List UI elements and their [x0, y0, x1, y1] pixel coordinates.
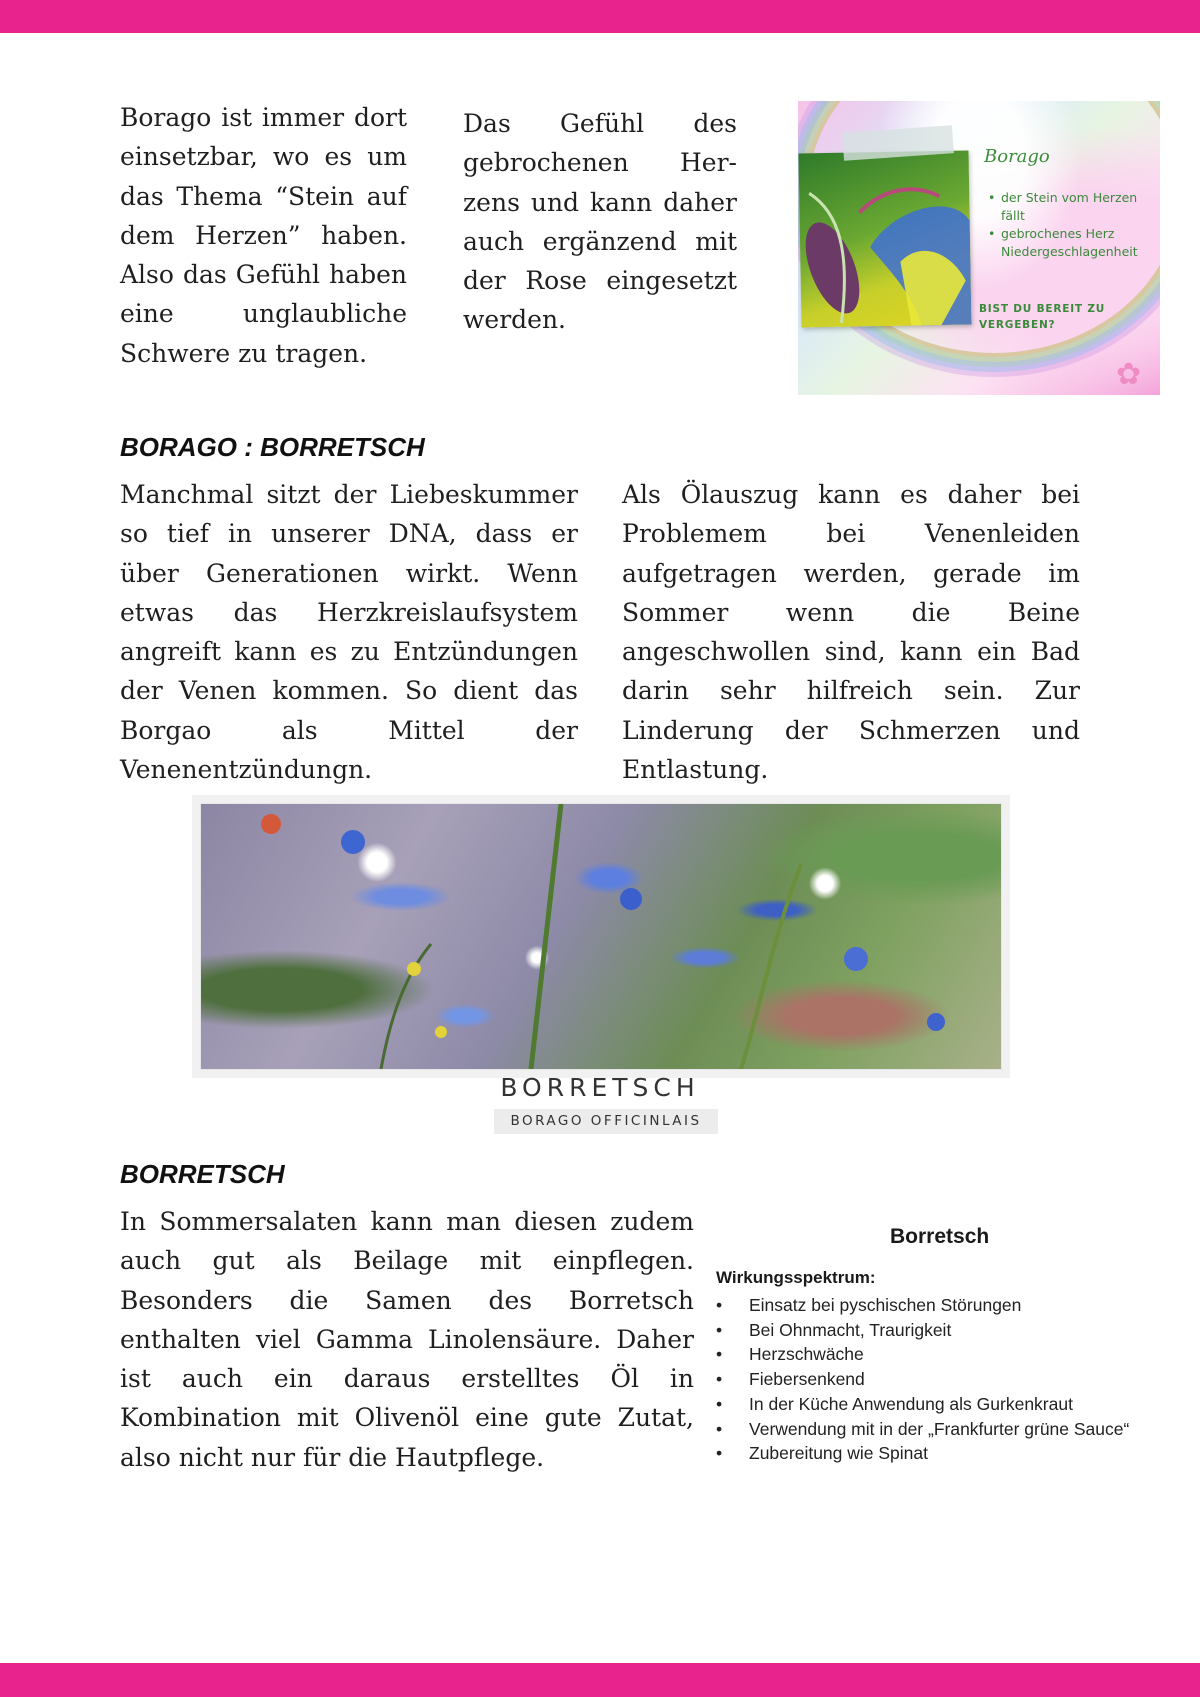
card-title: Borago	[984, 146, 1050, 167]
section2-text: In Sommersalaten kann man diesen zudem auch gut als Beilage mit einpflegen. Besonders die Samen des Borretsch enthalten viel Gamma Linolensäure. Daher ist auch ein daraus erstelltes Öl in Kombination mit Olivenöl eine gute Zutat, also nicht nur für die Hautpflege.	[120, 1207, 694, 1472]
info-list-item: • Fiebersenkend	[716, 1367, 1176, 1392]
info-list-item: • Zubereitung wie Spinat	[716, 1441, 1176, 1466]
borago-card-image	[798, 101, 1160, 395]
info-list-item: • Einsatz bei pyschischen Störungen	[716, 1293, 1176, 1318]
figure-title: BORRETSCH	[500, 1073, 700, 1102]
top-accent-bar	[0, 0, 1200, 33]
info-title: Borretsch	[890, 1225, 990, 1248]
figure-subtitle: BORAGO OFFICINLAIS	[494, 1109, 718, 1134]
section1-text-left: Manchmal sitzt der Liebeskummer so tief in unserer DNA, dass er über Generationen wirkt. Wenn etwas das Herzkreislaufsystem angreift kann es zu Entzündungen der Venen kommen. So dient das Borgao als Mittel der Venenentzündungn.	[120, 480, 578, 785]
card-list-item: • der Stein vom Herzen fällt	[988, 189, 1160, 225]
flower-icon: ✿	[1116, 357, 1142, 392]
card-list	[988, 189, 1160, 261]
intro-text-col2: Das Gefühl des gebrochenen Herzens und kann daher auch ergänzend mit der Rose eingesetzt werden.	[463, 109, 737, 335]
intro-text-col1: Borago ist immer dort einsetzbar, wo es um das Thema “Stein auf dem Herzen” haben. Also das Gefühl haben eine unglaubliche Schwere zu tragen.	[120, 103, 407, 368]
borage-flower-photo	[798, 151, 971, 328]
borage-meadow-image	[200, 803, 1002, 1070]
card-list-item: • gebrochenes Herz Niedergeschlagenheit	[988, 225, 1160, 261]
section1-text-right: Als Ölauszug kann es daher bei Problemem bei Venenleiden aufgetragen werden, gerade im Sommer wenn die Beine angeschwollen sind, kann ein Bad darin sehr hilfreich sein. Zur Linderung der Schmerzen und Entlastung.	[622, 480, 1080, 785]
info-label: Wirkungsspektrum:	[716, 1268, 876, 1287]
info-list-item: • Verwendung mit in der „Frankfurter grüne Sauce“	[716, 1417, 1176, 1442]
info-list-item: • Herzschwäche	[716, 1342, 1176, 1367]
section1-heading: BORAGO : BORRETSCH	[120, 432, 425, 462]
card-cta: BIST DU BEREIT ZU VERGEBEN?	[979, 303, 1106, 331]
section2-heading: BORRETSCH	[120, 1159, 285, 1189]
info-list-item: • In der Küche Anwendung als Gurkenkraut	[716, 1392, 1176, 1417]
info-list	[716, 1293, 1176, 1466]
info-list-item: • Bei Ohnmacht, Traurigkeit	[716, 1318, 1176, 1343]
bottom-accent-bar	[0, 1663, 1200, 1697]
